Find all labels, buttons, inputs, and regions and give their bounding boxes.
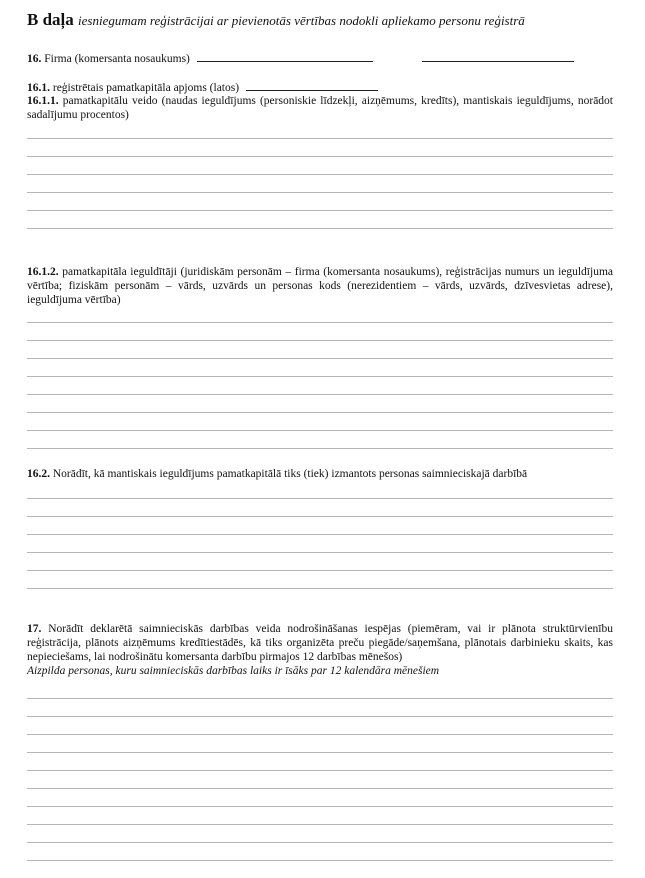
field-16-input-2[interactable] [422, 51, 574, 62]
field-16-1-1-number: 16.1.1. [27, 95, 59, 107]
field-17-text: Norādīt deklarētā saimnieciskās darbības veida nodrošināšanas iespējas (piemēram, vai ir plānota struktūrvienību reģistrācija, plānots aizņēmums kredītiestādēs, kā tiks organizēta preču piegāde/saņemšana, plānotais darbinieku skaits, kas nepieciešams, lai nodrošinātu komersanta darbību pirmajos 12 darbības mēnešos) [27, 623, 613, 663]
field-16-number: 16. [27, 53, 42, 65]
field-17-number: 17. [27, 623, 42, 635]
field-16-1-input[interactable] [246, 80, 378, 91]
field-16-1-2-block [27, 265, 613, 307]
field-16-1-number: 16.1. [27, 82, 50, 94]
part-label: B daļa [27, 10, 74, 29]
field-16-label: Firma (komersanta nosaukums) [44, 53, 190, 65]
field-16-1-1-text: pamatkapitālu veido (naudas ieguldījums (personiskie līdzekļi, aizņēmums, kredīts), mantiskais ieguldījums, norādot sadalījumu procentos) [27, 95, 613, 121]
page-title [27, 10, 627, 30]
part-subtitle: iesniegumam reģistrācijai ar pievienotās vērtības nodokli apliekamo personu reģistrā [78, 13, 525, 28]
field-16-2-block [27, 467, 613, 481]
field-16-input[interactable] [197, 51, 373, 62]
field-17-note: Aizpilda personas, kuru saimnieciskās darbības laiks ir īsāks par 12 kalendāra mēnešiem [27, 665, 440, 677]
field-16-1-row [27, 80, 378, 94]
field-16-2-number: 16.2. [27, 468, 50, 480]
field-16-1-1-block [27, 94, 613, 122]
field-16-1-2-text: pamatkapitāla ieguldītāji (juridiskām personām – firma (komersanta nosaukums), reģistrācijas numurs un ieguldījuma vērtība; fiziskām personām – vārds, uzvārds un personas kods (nerezidentiem – vārds, uzvārds, dzīvesvietas adrese), ieguldījuma vērtība) [27, 266, 613, 306]
field-16-1-label: reģistrētais pamatkapitāla apjoms (latos) [52, 82, 240, 94]
field-16-row [27, 51, 574, 65]
field-16-2-text: Norādīt, kā mantiskais ieguldījums pamatkapitālā tiks (tiek) izmantots personas saimnieciskajā darbībā [52, 468, 528, 480]
field-17-block [27, 622, 613, 678]
field-16-1-2-number: 16.1.2. [27, 266, 59, 278]
